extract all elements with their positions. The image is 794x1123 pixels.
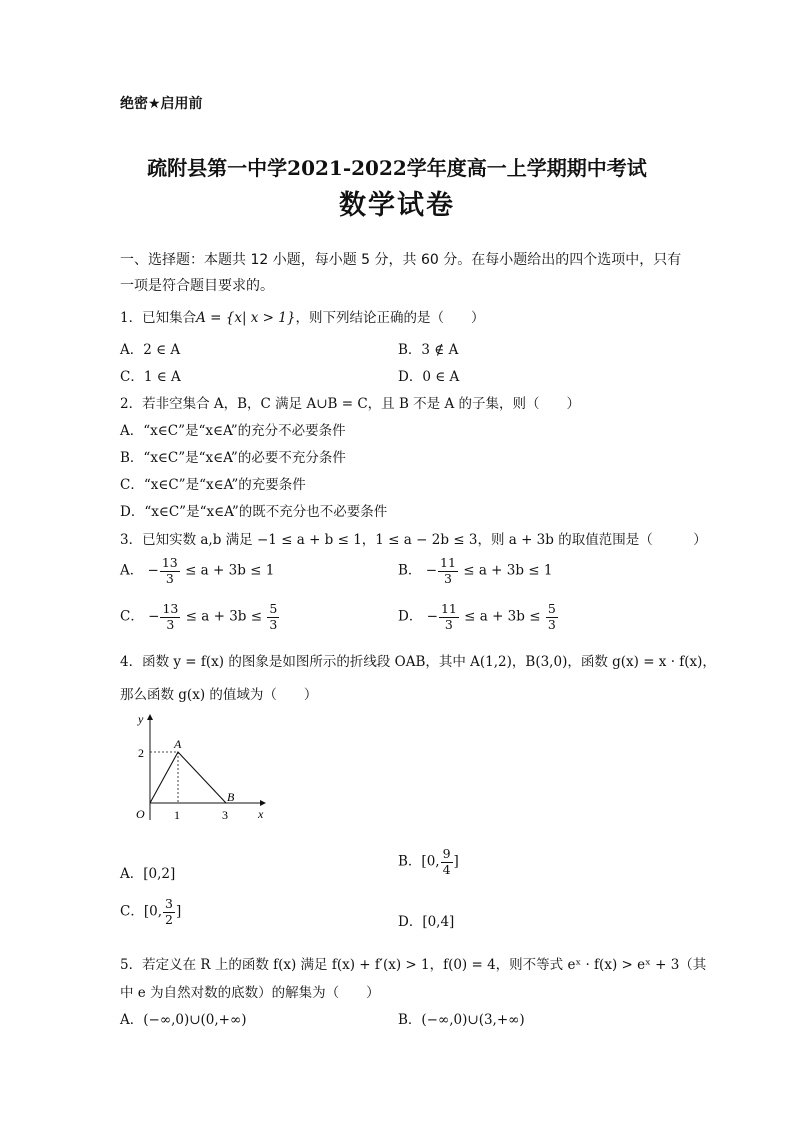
q1-stem-part1: 1．已知集合 (120, 310, 197, 326)
question-1-stem (120, 306, 484, 326)
q3-b-fraction (438, 557, 458, 585)
x-axis-label: x (258, 807, 264, 821)
q3-option-b (398, 557, 553, 585)
exam-subject: 数学试卷 (339, 190, 455, 221)
section-heading-line2: 一项是符合题目要求的。 (120, 278, 274, 294)
q3-b-label: B． (398, 562, 422, 579)
polyline-OAB (150, 752, 226, 803)
q1-set: A = {x| x > 1} (196, 310, 296, 326)
q3-d-upper-fraction (546, 603, 558, 631)
q3-c-mid: ≤ a + 3b ≤ (185, 608, 263, 625)
q2-option-c: C．“x∈C”是“x∈A”的充要条件 (120, 477, 306, 493)
q3-option-d (398, 603, 559, 631)
q4-b-label: B． (398, 853, 422, 870)
q3-option-a (120, 557, 274, 585)
q3-a-minus: − (147, 562, 159, 579)
point-B-label: B (227, 790, 235, 804)
q4-b-right: ] (453, 853, 459, 870)
q2-option-a: A．“x∈C”是“x∈A”的充分不必要条件 (120, 423, 346, 439)
q3-d-mid: ≤ a + 3b ≤ (464, 608, 541, 625)
q1-option-c: C．1 ∈ A (120, 369, 181, 385)
q3-d-num: 11 (440, 601, 457, 616)
q4-b-fraction (441, 848, 453, 876)
q3-b-mid: ≤ a + 3b ≤ (463, 562, 540, 579)
q2-option-d: D．“x∈C”是“x∈A”的既不充分也不必要条件 (120, 504, 388, 520)
q3-a-fraction (160, 557, 180, 585)
q4-option-c (120, 898, 181, 926)
q3-b-num: 11 (440, 555, 456, 570)
q4-option-d: D．[0,4] (398, 914, 455, 930)
y-axis-label: y (138, 712, 144, 726)
q3-option-c (120, 603, 280, 631)
q3-c-upper-num: 5 (269, 601, 278, 616)
q3-d-fraction (439, 603, 459, 631)
q1-stem-part2: ，则下列结论正确的是（ ） (295, 310, 485, 326)
q4-b-left: [0, (421, 853, 440, 870)
origin-label: O (136, 807, 145, 821)
q4-c-left: [0, (143, 903, 162, 920)
confidential-mark: 绝密★启用前 (120, 96, 203, 112)
q4-c-fraction (163, 898, 175, 926)
q3-a-label: A． (120, 562, 144, 579)
q3-c-fraction (160, 603, 180, 631)
question-5-stem-line2: 中 e 为自然对数的底数）的解集为（ ） (120, 985, 380, 1001)
q3-d-upper-num: 5 (547, 601, 556, 616)
point-A-label: A (174, 737, 182, 751)
tick-label-3: 3 (222, 808, 228, 822)
q4-option-a: A．[0,2] (120, 866, 176, 882)
question-3-stem: 3．已知实数 a,b 满足 −1 ≤ a + b ≤ 1，1 ≤ a − 2b ≤ 3，则 a + 3b 的取值范围是（ ） (120, 532, 707, 548)
q4-c-label: C． (120, 903, 144, 920)
q4-c-den: 2 (165, 911, 173, 927)
q4-b-num: 9 (442, 846, 451, 861)
q5-option-b: B．(−∞,0)∪(3,+∞) (398, 1012, 525, 1028)
q1-option-a: A．2 ∈ A (120, 342, 181, 358)
q3-c-den: 3 (166, 616, 175, 632)
q3-c-upper-den: 3 (269, 616, 278, 632)
q4-b-den: 4 (442, 861, 451, 877)
q3-a-mid: ≤ a + 3b ≤ (185, 562, 262, 579)
q3-a-upper: 1 (265, 562, 275, 579)
q3-d-label: D． (398, 608, 423, 625)
question-4-stem-line1: 4．函数 y = f(x) 的图象是如图所示的折线段 OAB，其中 A(1,2)，B(3,0)，函数 g(x) = x · f(x)， (120, 654, 716, 670)
q4-c-num: 3 (165, 896, 173, 911)
exam-title: 疏附县第一中学2021-2022学年度高一上学期期中考试 (147, 156, 647, 180)
q5-option-a: A．(−∞,0)∪(0,+∞) (120, 1012, 247, 1028)
q3-c-minus: − (148, 608, 160, 625)
q3-a-num: 13 (161, 555, 178, 570)
q3-d-den: 3 (444, 616, 453, 632)
question-5-stem-line1: 5．若定义在 R 上的函数 f(x) 满足 f(x) + f′(x) > 1，f(0) = 4，则不等式 eˣ · f(x) > eˣ + 3（其 (120, 957, 707, 973)
q3-b-minus: − (425, 562, 438, 579)
q3-d-upper-den: 3 (547, 616, 556, 632)
q3-c-num: 13 (162, 601, 179, 616)
question-2-stem: 2．若非空集合 A，B，C 满足 A∪B = C，且 B 不是 A 的子集，则（ ） (120, 396, 581, 412)
section-heading-line1: 一、选择题：本题共 12 小题，每小题 5 分，共 60 分。在每小题给出的四个选项中，只有 (120, 252, 682, 268)
q1-option-d: D．0 ∈ A (398, 369, 460, 385)
q1-option-b: B．3 ∉ A (398, 342, 459, 358)
question-4-stem-line2: 那么函数 g(x) 的值域为（ ） (120, 687, 318, 703)
q2-option-b: B．“x∈C”是“x∈A”的必要不充分条件 (120, 450, 346, 466)
q3-a-den: 3 (165, 570, 174, 586)
q3-d-minus: − (426, 608, 438, 625)
tick-label-1: 1 (174, 808, 180, 822)
q3-c-label: C． (120, 608, 144, 625)
q4-option-b (398, 848, 459, 876)
q3-b-upper: 1 (543, 562, 553, 579)
q4-c-right: ] (175, 903, 182, 920)
function-graph (128, 710, 273, 825)
tick-label-2: 2 (138, 746, 144, 760)
q3-c-upper-fraction (267, 603, 279, 631)
q3-b-den: 3 (444, 570, 452, 586)
